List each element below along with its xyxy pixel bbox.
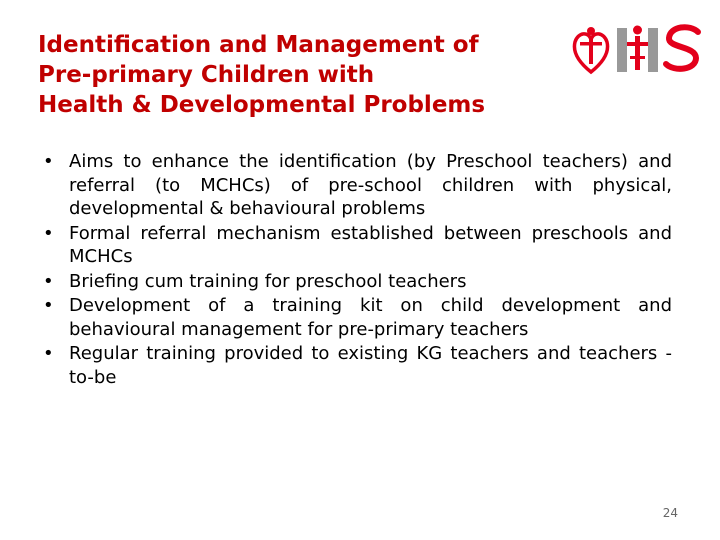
title-line-2: Pre-primary Children with xyxy=(38,62,375,88)
department-of-health-logo-icon xyxy=(570,18,710,80)
page-number: 24 xyxy=(662,506,678,520)
bullet-text: Briefing cum training for preschool teachers xyxy=(69,270,467,292)
bullet-text: Development of a training kit on child development and behavioural management for pre-primary teachers xyxy=(69,295,672,340)
bullet-dot: • xyxy=(43,295,54,316)
list-item xyxy=(40,222,672,269)
list-item xyxy=(40,150,672,221)
list-item xyxy=(40,294,672,341)
s-logo-icon xyxy=(666,27,698,69)
bullet-text: Aims to enhance the identification (by Preschool teachers) and referral (to MCHCs) of pre-school children with physical, developmental & behavioural problems xyxy=(69,151,672,219)
bullet-dot: • xyxy=(43,222,54,244)
person-logo-icon xyxy=(617,26,658,73)
title-line-3: Health & Developmental Problems xyxy=(38,92,486,118)
bullet-dot: • xyxy=(43,151,54,172)
bullet-text: Formal referral mechanism established between preschools and MCHCs xyxy=(69,222,672,267)
bullet-text: Regular training provided to existing KG teachers and teachers -to-be xyxy=(69,343,672,388)
bullet-list xyxy=(40,150,672,390)
bullet-dot: • xyxy=(43,343,54,364)
bullet-dot: • xyxy=(43,270,54,292)
heart-logo-icon xyxy=(574,27,607,72)
title-line-1: Identification and Management of xyxy=(38,32,479,58)
list-item xyxy=(40,342,672,389)
list-item xyxy=(40,270,672,294)
slide-title xyxy=(38,30,558,120)
